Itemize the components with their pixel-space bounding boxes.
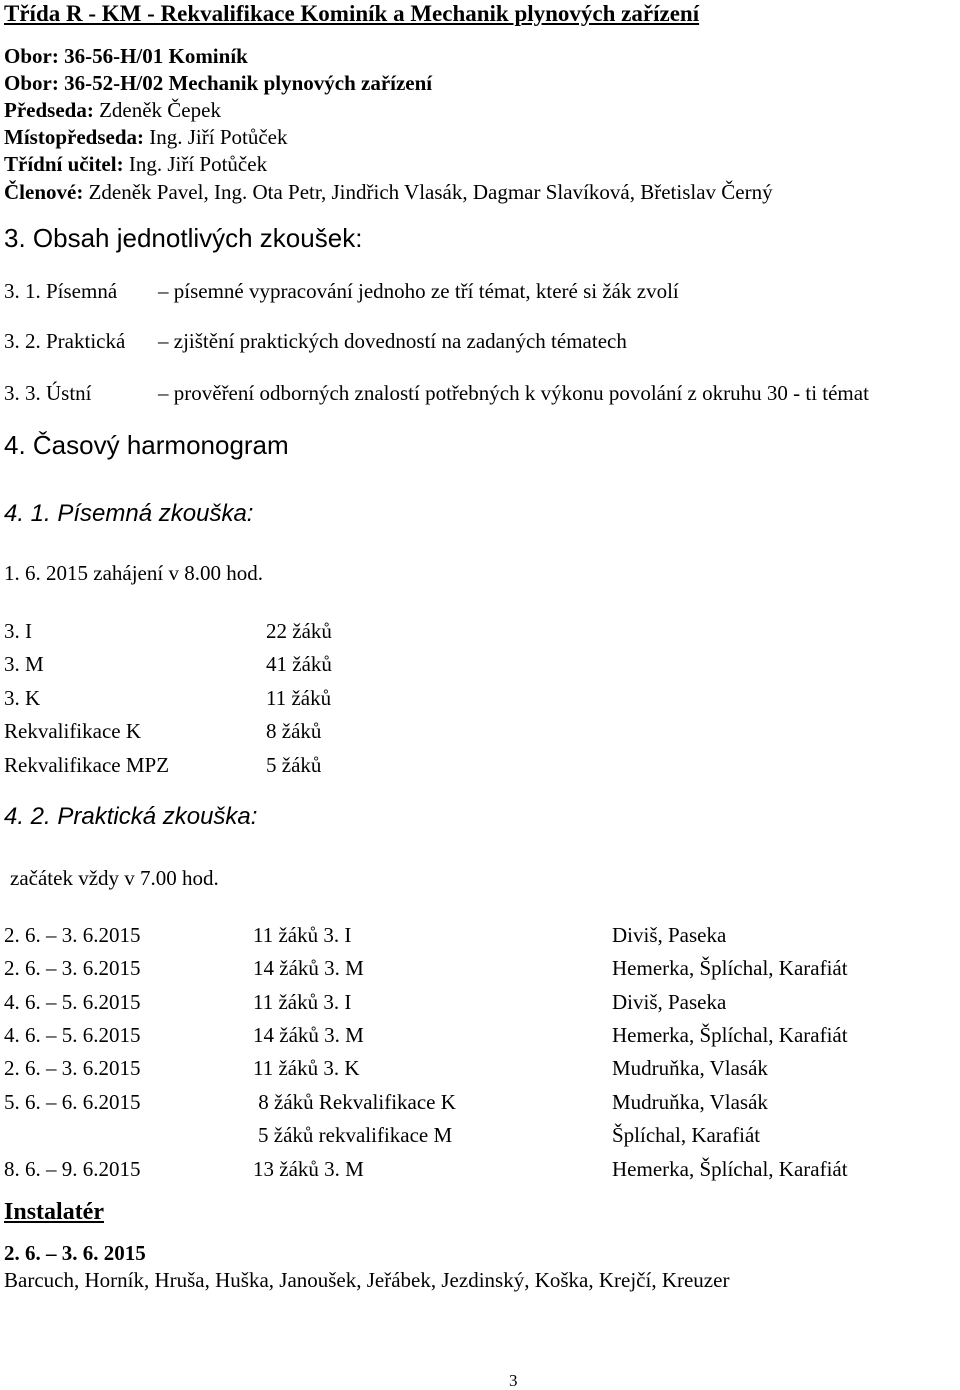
schedule-teachers: Diviš, Paseka: [612, 923, 727, 947]
exam-item-label: 3. 3. Ústní: [4, 381, 92, 405]
page-title: Třída R - KM - Rekvalifikace Kominík a Mechanik plynových zařízení: [4, 1, 700, 26]
page-number: 3: [509, 1371, 518, 1390]
schedule-group: 8 žáků Rekvalifikace K: [253, 1090, 456, 1114]
schedule-teachers: Diviš, Paseka: [612, 990, 727, 1014]
group-count: 8 žáků: [266, 719, 322, 743]
group-class: Rekvalifikace K: [4, 719, 142, 743]
instalater-heading: Instalatér: [4, 1199, 104, 1225]
instalater-date: 2. 6. – 3. 6. 2015: [4, 1241, 146, 1265]
info-line-obor-1: Obor: 36-56-H/01 Kominík: [4, 44, 248, 68]
schedule-group: 11 žáků 3. I: [253, 923, 352, 947]
schedule-group: 13 žáků 3. M: [253, 1157, 364, 1181]
written-exam-start: 1. 6. 2015 zahájení v 8.00 hod.: [4, 561, 263, 585]
schedule-group: 14 žáků 3. M: [253, 1023, 364, 1047]
exam-item-label: 3. 1. Písemná: [4, 279, 118, 303]
schedule-teachers: Hemerka, Šplíchal, Karafiát: [612, 1157, 848, 1181]
exam-item-label: 3. 2. Praktická: [4, 329, 126, 353]
schedule-date: 4. 6. – 5. 6.2015: [4, 1023, 141, 1047]
group-count: 41 žáků: [266, 652, 332, 676]
info-line-tridni-ucitel: Třídní učitel: Ing. Jiří Potůček: [4, 152, 268, 176]
schedule-teachers: Hemerka, Šplíchal, Karafiát: [612, 956, 848, 980]
schedule-teachers: Šplíchal, Karafiát: [612, 1123, 761, 1147]
exam-item-desc: – písemné vypracování jednoho ze tří témat, které si žák zvolí: [158, 279, 679, 303]
section-4-heading: 4. Časový harmonogram: [4, 430, 289, 460]
group-class: 3. K: [4, 686, 41, 710]
schedule-date: 2. 6. – 3. 6.2015: [4, 1056, 141, 1080]
instalater-names: Barcuch, Horník, Hruša, Huška, Janoušek, Jeřábek, Jezdinský, Koška, Krejčí, Kreuzer: [4, 1268, 730, 1292]
group-count: 22 žáků: [266, 619, 332, 643]
schedule-teachers: Hemerka, Šplíchal, Karafiát: [612, 1023, 848, 1047]
group-count: 5 žáků: [266, 753, 322, 777]
group-count: 11 žáků: [266, 686, 332, 710]
schedule-group: 11 žáků 3. K: [253, 1056, 360, 1080]
practical-exam-start: začátek vždy v 7.00 hod.: [10, 866, 219, 890]
info-line-mistopredseda: Místopředseda: Ing. Jiří Potůček: [4, 125, 288, 149]
schedule-date: 2. 6. – 3. 6.2015: [4, 956, 141, 980]
schedule-group: 11 žáků 3. I: [253, 990, 352, 1014]
written-exam-heading: 4. 1. Písemná zkouška:: [4, 500, 254, 527]
schedule-group: 14 žáků 3. M: [253, 956, 364, 980]
schedule-date: 4. 6. – 5. 6.2015: [4, 990, 141, 1014]
exam-item-desc: – prověření odborných znalostí potřebných k výkonu povolání z okruhu 30 - ti témat: [158, 381, 869, 405]
section-3-heading: 3. Obsah jednotlivých zkoušek:: [4, 223, 363, 253]
practical-exam-heading: 4. 2. Praktická zkouška:: [4, 803, 258, 830]
group-class: Rekvalifikace MPZ: [4, 753, 170, 777]
schedule-date: 2. 6. – 3. 6.2015: [4, 923, 141, 947]
schedule-teachers: Mudruňka, Vlasák: [612, 1090, 768, 1114]
info-line-predseda: Předseda: Zdeněk Čepek: [4, 98, 221, 122]
schedule-date: 5. 6. – 6. 6.2015: [4, 1090, 141, 1114]
group-class: 3. M: [4, 652, 44, 676]
group-class: 3. I: [4, 619, 32, 643]
schedule-date: 8. 6. – 9. 6.2015: [4, 1157, 141, 1181]
exam-item-desc: – zjištění praktických dovedností na zadaných tématech: [158, 329, 627, 353]
info-line-clenove: Členové: Zdeněk Pavel, Ing. Ota Petr, Jindřich Vlasák, Dagmar Slavíková, Břetislav Černý: [4, 180, 773, 204]
schedule-group: 5 žáků rekvalifikace M: [258, 1123, 453, 1147]
info-line-obor-2: Obor: 36-52-H/02 Mechanik plynových zařízení: [4, 71, 433, 95]
schedule-teachers: Mudruňka, Vlasák: [612, 1056, 768, 1080]
